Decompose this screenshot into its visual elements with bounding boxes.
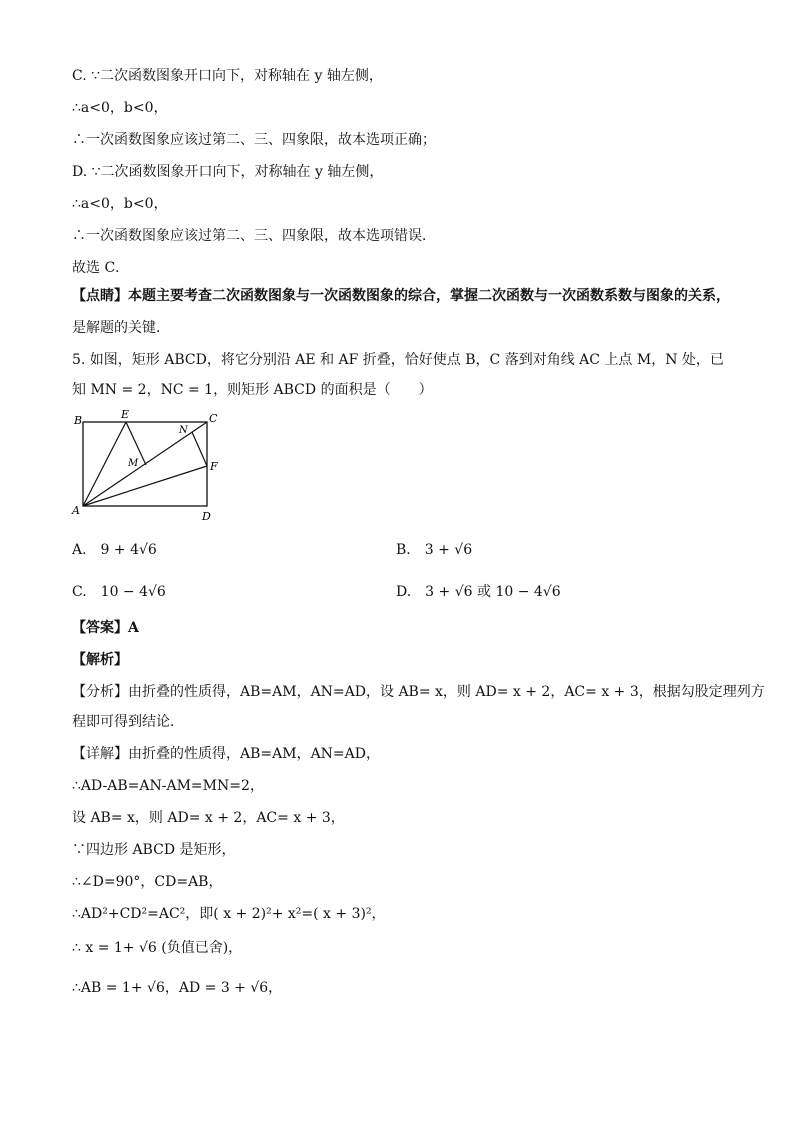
label-a: A (72, 504, 80, 517)
label-c: C (209, 412, 218, 425)
label-n: N (179, 425, 188, 436)
answer-line: 【答案】A (72, 620, 139, 636)
solution-line: 【详解】由折叠的性质得，AB=AM，AN=AD， (72, 746, 380, 762)
solution-line: 【分析】由折叠的性质得，AB=AM，AN=AD，设 AB= x，则 AD= x + 2，AC= x + 3，根据勾股定理列方 (72, 684, 765, 700)
label-e: E (121, 408, 130, 421)
label-d: D (202, 510, 211, 523)
solution-line: 设 AB= x，则 AD= x + 2，AC= x + 3， (72, 810, 345, 826)
text-line: ∴一次函数图象应该过第二、三、四象限，故本选项错误． (72, 228, 436, 244)
label-m: M (128, 458, 139, 469)
solution-line: ∴AD-AB=AN-AM=MN=2， (72, 778, 264, 794)
rectangle-fold-figure (66, 404, 226, 526)
text-line: 故选 C． (72, 260, 130, 276)
analysis-header: 【解析】 (72, 652, 128, 668)
solution-line: ∴∠D=90°，CD=AB， (72, 874, 223, 890)
segment-nf (192, 432, 207, 466)
label-b: B (74, 414, 83, 427)
text-line: C. ∵二次函数图象开口向下，对称轴在 y 轴左侧， (72, 68, 383, 84)
solution-line: ∴ x = 1+ √6 (负值已舍)， (72, 940, 243, 956)
fold-line-ae (83, 422, 126, 506)
solution-line: ∵四边形 ABCD 是矩形， (72, 842, 236, 858)
option-d[interactable]: D. 3 + √6 或 10 − 4√6 (396, 584, 561, 600)
solution-line: ∴AD²+CD²=AC²，即( x + 2)²+ x²=( x + 3)²， (72, 906, 386, 922)
key-point-line: 【点睛】本题主要考查二次函数图象与一次函数图象的综合，掌握二次函数与一次函数系数与图象的关系， (72, 288, 730, 304)
solution-line: 程即可得到结论． (72, 714, 184, 730)
text-line: 是解题的关键． (72, 320, 170, 336)
text-line: ∴一次函数图象应该过第二、三、四象限，故本选项正确； (72, 132, 436, 148)
text-line: D. ∵二次函数图象开口向下，对称轴在 y 轴左侧， (72, 164, 384, 180)
option-a[interactable]: A. 9 + 4√6 (72, 542, 157, 558)
text-line: ∴a<0，b<0， (72, 100, 168, 116)
fold-line-af (83, 466, 207, 506)
text-line: ∴a<0，b<0， (72, 196, 168, 212)
question-5-line: 5. 如图，矩形 ABCD，将它分别沿 AE 和 AF 折叠，恰好使点 B，C 落到对角线 AC 上点 M，N 处，已 (72, 352, 724, 368)
label-f: F (210, 460, 218, 473)
option-c[interactable]: C. 10 − 4√6 (72, 584, 166, 600)
question-5-line: 知 MN = 2，NC = 1，则矩形 ABCD 的面积是（ ） (72, 382, 433, 398)
solution-line: ∴AB = 1+ √6，AD = 3 + √6， (72, 980, 283, 996)
option-b[interactable]: B. 3 + √6 (396, 542, 473, 558)
